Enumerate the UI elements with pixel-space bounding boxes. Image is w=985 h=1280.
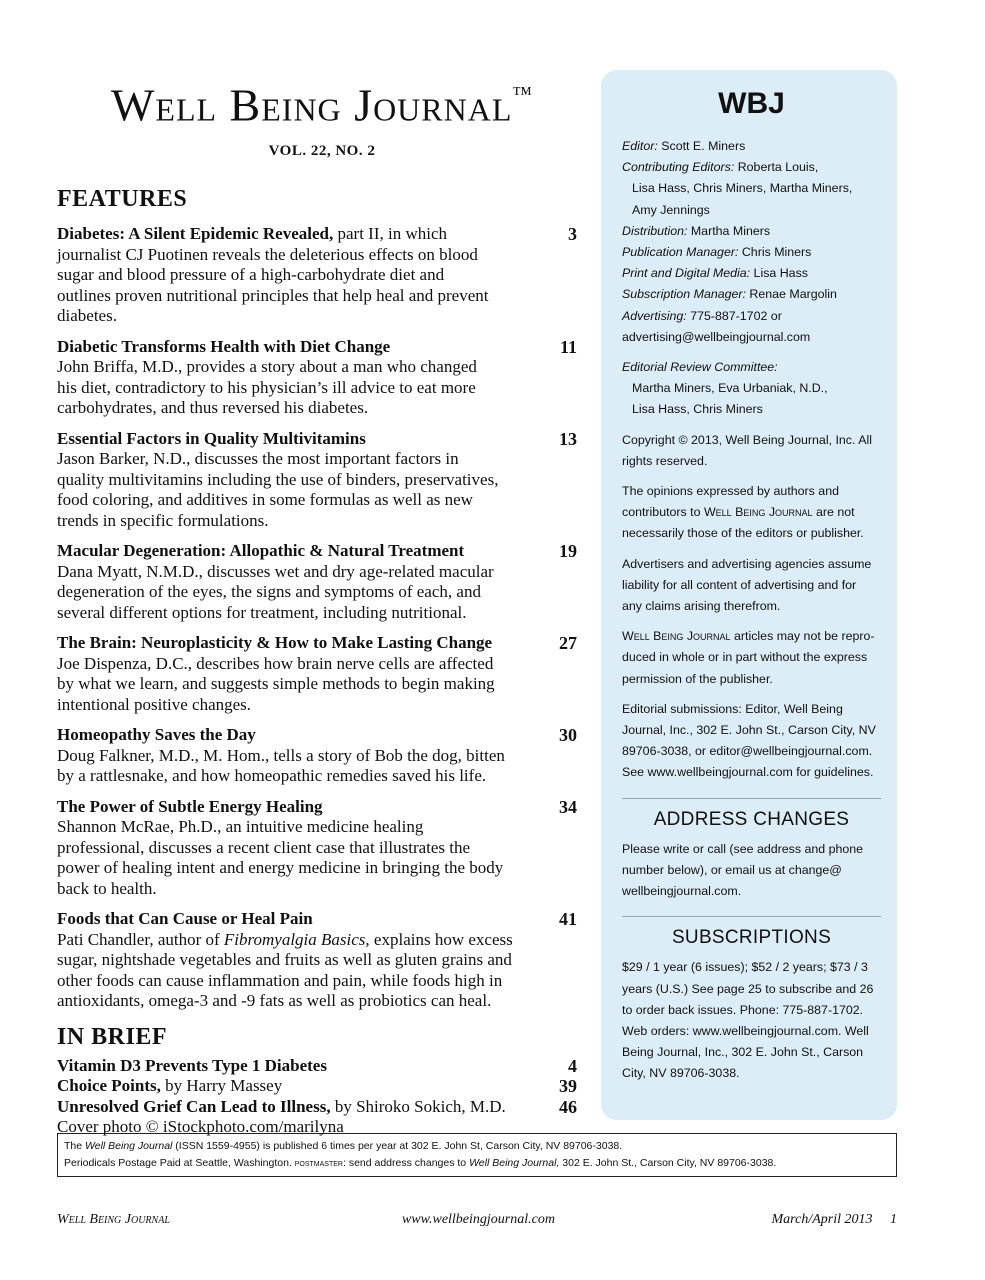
page-number: 1 (890, 1212, 897, 1227)
feature-description: Jason Barker, N.D., discusses the most important factors in quality multivitamins including the use of binders, preservatives, food coloring, and additives in some formulas as well as new trends in specific formulations. (57, 449, 499, 530)
feature-title[interactable]: The Power of Subtle Energy Healing (57, 796, 323, 816)
features-heading: FEATURES (57, 186, 188, 213)
feature-page-number: 30 (559, 725, 577, 746)
feature-entry[interactable] (57, 909, 577, 1012)
brief-item[interactable]: Unresolved Grief Can Lead to Illness, by Shiroko Sokich, M.D. 46 (57, 1096, 577, 1117)
footer-website-link[interactable]: www.wellbeingjournal.com (402, 1212, 555, 1227)
volume-number: VOL. 22, NO. 2 (268, 143, 376, 160)
feature-page-number: 11 (559, 336, 577, 357)
staff-line: Distribution: Martha Miners (622, 223, 771, 238)
staff-list: Editor: Scott E. Miners Contributing Editors: Roberta Louis, Lisa Hass, Chris Miners, Martha Miners, Amy Jennings Distribution: Martha Miners Publication Manager: Chris Miners Print and Digital Media: Lisa Hass Subscription Manager: Renae Margolin Advertising: 775-887-1702 or advertising@wellbeingjournal.com (622, 136, 881, 348)
feature-description: Shannon McRae, Ph.D., an intuitive medicine healing professional, discusses a recent client case that illustrates the power of healing intent and energy medicine in bringing the body back to health. (57, 817, 504, 898)
feature-entry[interactable] (57, 633, 577, 715)
address-changes-heading: ADDRESS CHANGES (653, 808, 850, 830)
staff-line: Print and Digital Media: Lisa Hass (622, 266, 808, 281)
brief-title[interactable]: Choice Points, (57, 1076, 161, 1096)
brief-item[interactable] (57, 1055, 577, 1077)
reproduction-notice: Well Being Journal articles may not be repro- duced in whole or in part without the express permission of the publisher. (622, 629, 875, 686)
brief-item[interactable]: Choice Points, by Harry Massey 39 (57, 1076, 577, 1097)
staff-line: Publication Manager: Chris Miners (622, 245, 812, 260)
sidebar-divider (622, 916, 881, 917)
feature-title[interactable]: Diabetes: A Silent Epidemic Revealed, (57, 224, 334, 244)
brief-page-number: 4 (568, 1055, 577, 1076)
publication-notice: The Well Being Journal (ISSN 1559-4955) is published 6 times per year at 302 E. John St, Carson City, NV 89706-3038. Periodicals Postage Paid at Seattle, Washington. postmaster: send address changes to Well Being Journal, 302 E. John St., Carson City, NV 89706-3038. (57, 1133, 897, 1177)
feature-page-number: 13 (559, 428, 577, 449)
feature-title[interactable]: Macular Degeneration: Allopathic & Natural Treatment (57, 541, 465, 561)
staff-line: Advertising: 775-887-1702 or (622, 308, 782, 323)
journal-title-text: Well Being Journal (111, 79, 513, 131)
subscriptions-heading: SUBSCRIPTIONS (671, 927, 832, 949)
feature-title[interactable]: Essential Factors in Quality Multivitamins (57, 428, 366, 448)
page-footer (57, 1212, 897, 1232)
feature-description: Diabetes: A Silent Epidemic Revealed, part II, in which journalist CJ Puotinen reveals the deleterious effects on blood sugar and blood pressure of a high-carbohydrate diet and outlines proven nutritional principles that help heal and prevent diabetes. (57, 224, 489, 326)
feature-title[interactable]: The Brain: Neuroplasticity & How to Make Lasting Change (57, 633, 493, 653)
book-title: Fibromyalgia Basics, (223, 929, 370, 949)
feature-description: Dana Myatt, N.M.D., discusses wet and dry age-related macular degeneration of the eyes, the signs and symptoms of each, and several different options for treatment, including nutritional. (57, 561, 494, 622)
brief-page-number: 46 (559, 1096, 577, 1117)
brief-title[interactable]: Vitamin D3 Prevents Type 1 Diabetes (57, 1055, 327, 1075)
staff-line: Subscription Manager: Renae Margolin (622, 287, 837, 302)
feature-page-number: 19 (559, 541, 577, 562)
opinions-disclaimer: The opinions expressed by authors and contributors to Well Being Journal are not necessarily those of the editors or publisher. (622, 484, 864, 541)
journal-title (57, 70, 587, 133)
address-changes-text: Please write or call (see address and phone number below), or email us at change@ wellbeingjournal.com. (622, 841, 864, 899)
in-brief-heading: IN BRIEF (57, 1023, 168, 1050)
feature-entry[interactable] (57, 224, 577, 327)
in-brief-list (57, 1056, 587, 1118)
feature-title[interactable]: Foods that Can Cause or Heal Pain (57, 909, 313, 929)
feature-entry[interactable] (57, 541, 577, 623)
feature-description: Pati Chandler, author of Fibromyalgia Basics, explains how excess sugar, nightshade vegetables and fruits as well as gluten grains and other foods can cause inflammation and pain, while foods high in antioxidants, omega-3 and -9 fats as well as probiotics can heal. (57, 929, 513, 1011)
feature-description: Joe Dispenza, D.C., describes how brain nerve cells are affected by what we learn, and suggests simple methods to begin making intentional positive changes. (57, 653, 495, 714)
masthead-sidebar (601, 70, 897, 1120)
cover-photo-credit: Cover photo © iStockphoto.com/marilyna (57, 1117, 344, 1137)
footer-issue-page: March/April 2013 1 (771, 1212, 897, 1227)
feature-description: Doug Falkner, M.D., M. Hom., tells a story of Bob the dog, bitten by a rattlesnake, and how homeopathic remedies saved his life. (57, 745, 505, 786)
contents-column (57, 70, 587, 1137)
feature-title[interactable]: Homeopathy Saves the Day (57, 725, 256, 745)
advertisers-disclaimer: Advertisers and advertising agencies assume liability for all content of advertising and for any claims arising therefrom. (622, 556, 872, 614)
advertising-email[interactable]: advertising@wellbeingjournal.com (622, 329, 811, 344)
trademark-symbol: ™ (512, 83, 533, 105)
feature-entry[interactable] (57, 428, 577, 532)
brief-page-number: 39 (559, 1076, 577, 1097)
feature-title[interactable]: Diabetic Transforms Health with Diet Change (57, 336, 391, 356)
subscriptions-text: $29 / 1 year (6 issues); $52 / 2 years; $73 / 3 years (U.S.) See page 25 to subscribe and 26 to order back issues. Phone: 775-887-1702. Web orders: www.wellbeingjournal.com. Well Being Journal, Inc., 302 E. John St., Carson City, NV 89706-3038. (622, 960, 874, 1081)
wbj-logo: WBJ (718, 87, 785, 120)
staff-line: Editor: Scott E. Miners (622, 139, 746, 153)
feature-page-number: 27 (559, 633, 577, 654)
staff-line: Contributing Editors: Roberta Louis, (622, 160, 819, 175)
review-committee: Editorial Review Committee: Martha Miners, Eva Urbaniak, N.D., Lisa Hass, Chris Miners (622, 360, 828, 417)
feature-entry[interactable] (57, 725, 577, 787)
sidebar-divider (622, 798, 881, 799)
brief-title[interactable]: Unresolved Grief Can Lead to Illness, (57, 1096, 331, 1116)
feature-page-number: 34 (559, 796, 577, 817)
footer-journal-name: Well Being Journal (57, 1212, 170, 1227)
feature-description: John Briffa, M.D., provides a story about a man who changed his diet, contradictory to his physician’s ill advice to eat more carbohydrates, and thus reversed his diabetes. (57, 357, 477, 418)
feature-page-number: 41 (559, 909, 577, 930)
copyright-notice: Copyright © 2013, Well Being Journal, Inc. All rights reserved. (622, 432, 872, 468)
feature-page-number: 3 (568, 224, 577, 245)
submission-guidelines: Editorial submissions: Editor, Well Being Journal, Inc., 302 E. John St., Carson City, NV 89706-3038, or editor@wellbeingjournal.com. See www.wellbeingjournal.com for guidelines. (622, 701, 876, 780)
feature-entry[interactable] (57, 796, 577, 900)
feature-entry[interactable] (57, 336, 577, 419)
